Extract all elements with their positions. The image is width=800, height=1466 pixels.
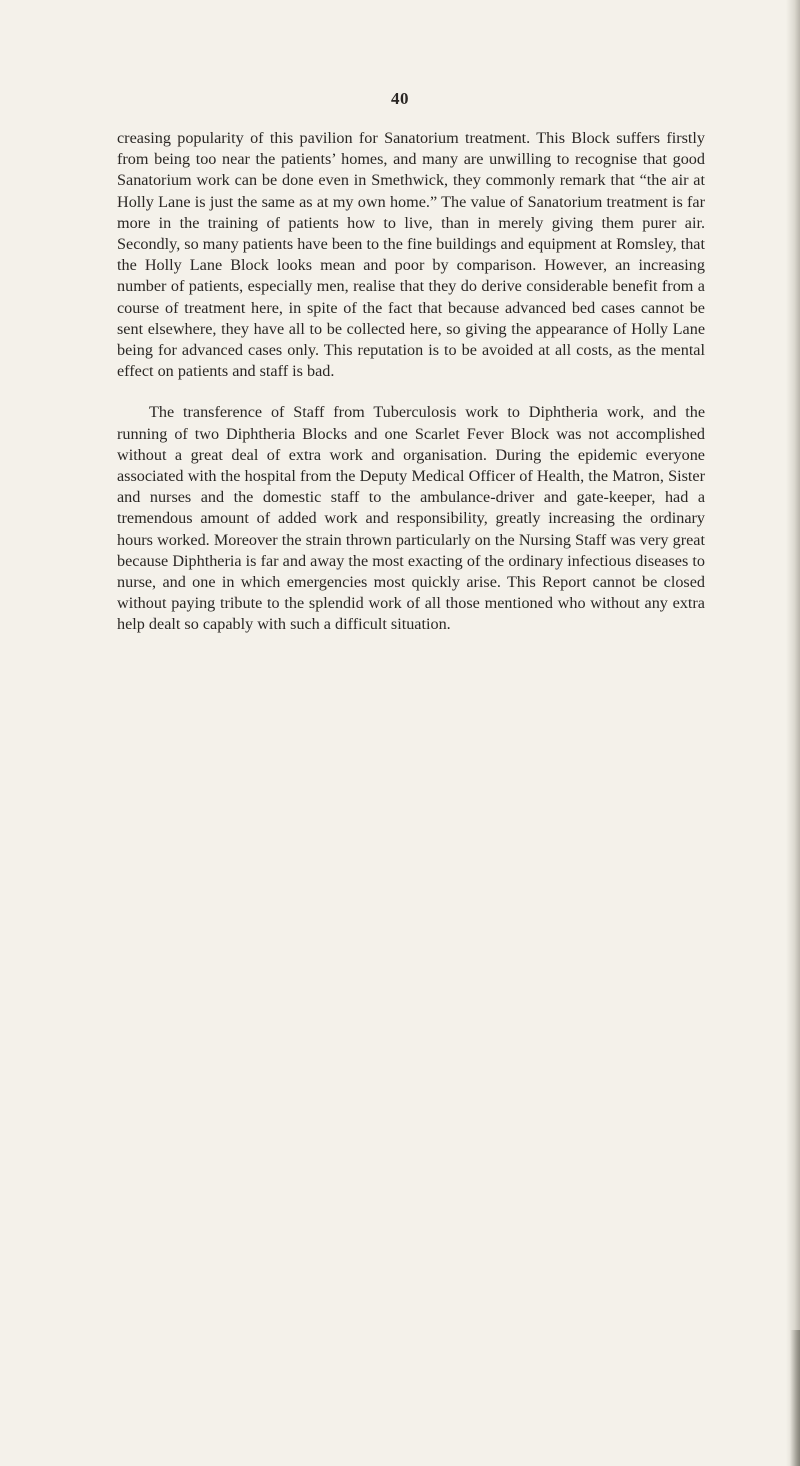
body-text xyxy=(117,128,705,636)
page-number: 40 xyxy=(391,89,409,108)
page-edge-shadow xyxy=(786,0,800,1466)
paragraph-sanatorium: creasing popularity of this pavilion for Sanatorium treatment. This Block suffers firstly from being too near the patients’ homes, and many are unwilling to recognise that good Sanatorium work can be done even in Smethwick, they commonly remark that “the air at Holly Lane is just the same as at my own home.” The value of Sanatorium treatment is far more in the training of patients how to live, than in merely giving them purer air. Secondly, so many patients have been to the fine buildings and equipment at Romsley, that the Holly Lane Block looks mean and poor by comparison. However, an increasing number of patients, especially men, realise that they do derive considerable benefit from a course of treatment here, in spite of the fact that because advanced bed cases cannot be sent elsewhere, they have all to be collected here, so giving the appearance of Holly Lane being for advanced cases only. This reputation is to be avoided at all costs, as the mental effect on patients and staff is bad. xyxy=(117,129,705,381)
paragraph-staff-transference: The transference of Staff from Tuberculosis work to Diphtheria work, and the running of two Diphtheria Blocks and one Scarlet Fever Block was not accomplished without a great deal of extra work and organisation. During the epidemic everyone associated with the hospital from the Deputy Medical Officer of Health, the Matron, Sister and nurses and the domestic staff to the ambulance-driver and gate-keeper, had a tremendous amount of added work and responsibility, greatly increasing the ordinary hours worked. Moreover the strain thrown particularly on the Nursing Staff was very great because Diphtheria is far and away the most exacting of the ordinary infectious diseases to nurse, and one in which emergencies most quickly arise. This Report cannot be closed without paying tribute to the splendid work of all those mentioned who without any extra help dealt so capably with such a difficult situation. xyxy=(117,403,705,634)
page-edge-dark xyxy=(790,1330,800,1466)
